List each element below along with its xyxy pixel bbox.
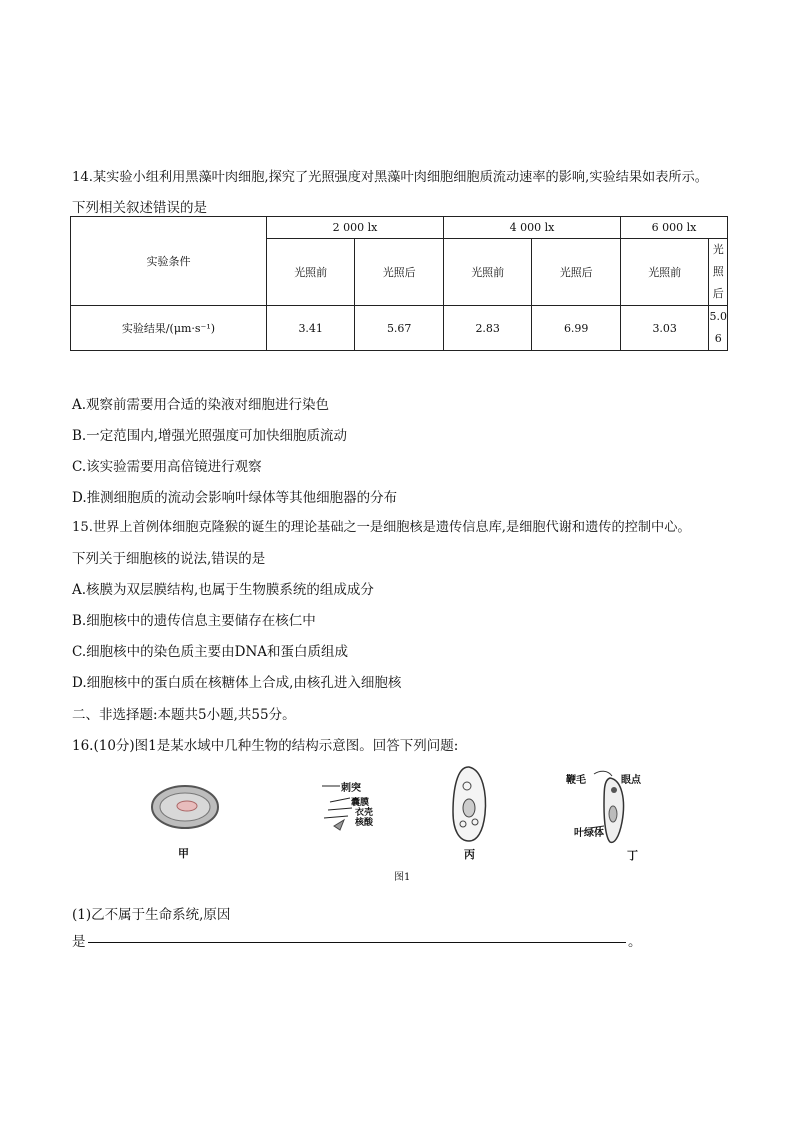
after-2000: 光照后 (355, 239, 444, 306)
q16-sub1-prefix: 是 (72, 934, 86, 950)
figure-caption: 图1 (394, 872, 411, 883)
after-6000-vertical (709, 239, 728, 306)
q14-stem-line1: 14.某实验小组利用黑藻叶肉细胞,探究了光照强度对黑藻叶肉细胞细胞质流动速率的影响,实验结果如表所示。 (72, 170, 708, 185)
q14-option-b: B.一定范围内,增强光照强度可加快细胞质流动 (72, 428, 348, 444)
label-bing: 丙 (464, 848, 475, 861)
q14-option-d: D.推测细胞质的流动会影响叶绿体等其他细胞器的分布 (72, 490, 398, 506)
q16-sub1-line1: (1)乙不属于生命系统,原因 (72, 907, 231, 923)
yi-label-nucleic-acid: 核酸 (355, 818, 374, 828)
intensity-2000: 2 000 lx (266, 217, 443, 239)
value-cell: 6.99 (532, 306, 621, 351)
before-6000: 光照前 (620, 239, 709, 306)
q15-stem-line1: 15.世界上首例体细胞克隆猴的诞生的理论基础之一是细胞核是遗传信息库,是细胞代谢和遗传的控制中心。 (72, 520, 691, 535)
value-last-part: 6 (714, 332, 722, 345)
value-cell: 3.03 (620, 306, 709, 351)
after-6000-char: 照 (712, 265, 724, 278)
value-cell: 3.41 (266, 306, 355, 351)
ding-label-flagellum: 鞭毛 (566, 775, 586, 786)
label-ding: 丁 (627, 849, 638, 862)
q16-sub1-suffix: 。 (628, 934, 642, 950)
before-2000: 光照前 (266, 239, 355, 306)
q15-option-d: D.细胞核中的蛋白质在核糖体上合成,由核孔进入细胞核 (72, 675, 402, 691)
value-cell: 5.67 (355, 306, 444, 351)
yi-label-capsid: 衣壳 (355, 808, 374, 818)
q14-stem-line2: 下列相关叙述错误的是 (72, 200, 207, 216)
organism-jia-drawing (150, 782, 220, 832)
ding-label-eyespot: 眼点 (621, 775, 641, 786)
ding-label-chloroplast: 叶绿体 (574, 828, 604, 839)
yi-label-envelope: 囊膜 (351, 798, 370, 808)
after-6000-char: 后 (712, 287, 724, 300)
yi-label-spike: 刺突 (341, 783, 361, 794)
organism-bing-drawing (447, 764, 491, 844)
q14-option-a: A.观察前需要用合适的染液对细胞进行染色 (72, 397, 330, 413)
intensity-4000: 4 000 lx (443, 217, 620, 239)
intensity-6000: 6 000 lx (620, 217, 727, 239)
result-header: 实验结果/(μm·s⁻¹) (71, 306, 267, 351)
after-6000-char: 光 (712, 243, 724, 256)
answer-blank-line[interactable] (88, 941, 626, 943)
before-4000: 光照前 (443, 239, 532, 306)
after-4000: 光照后 (532, 239, 621, 306)
condition-header: 实验条件 (71, 217, 267, 306)
q15-option-c: C.细胞核中的染色质主要由DNA和蛋白质组成 (72, 644, 349, 660)
q15-stem-line2: 下列关于细胞核的说法,错误的是 (72, 551, 266, 567)
q14-option-c: C.该实验需要用高倍镜进行观察 (72, 459, 262, 475)
value-cell: 2.83 (443, 306, 532, 351)
value-cell-last (709, 306, 728, 351)
q14-data-table (70, 216, 728, 351)
section-heading: 二、非选择题:本题共5小题,共55分。 (72, 707, 296, 723)
q15-option-a: A.核膜为双层膜结构,也属于生物膜系统的组成成分 (72, 582, 374, 598)
value-last-part: 5.0 (709, 310, 727, 323)
label-jia: 甲 (178, 847, 189, 860)
q15-option-b: B.细胞核中的遗传信息主要储存在核仁中 (72, 613, 316, 629)
q16-stem: 16.(10分)图1是某水域中几种生物的结构示意图。回答下列问题: (72, 738, 459, 754)
